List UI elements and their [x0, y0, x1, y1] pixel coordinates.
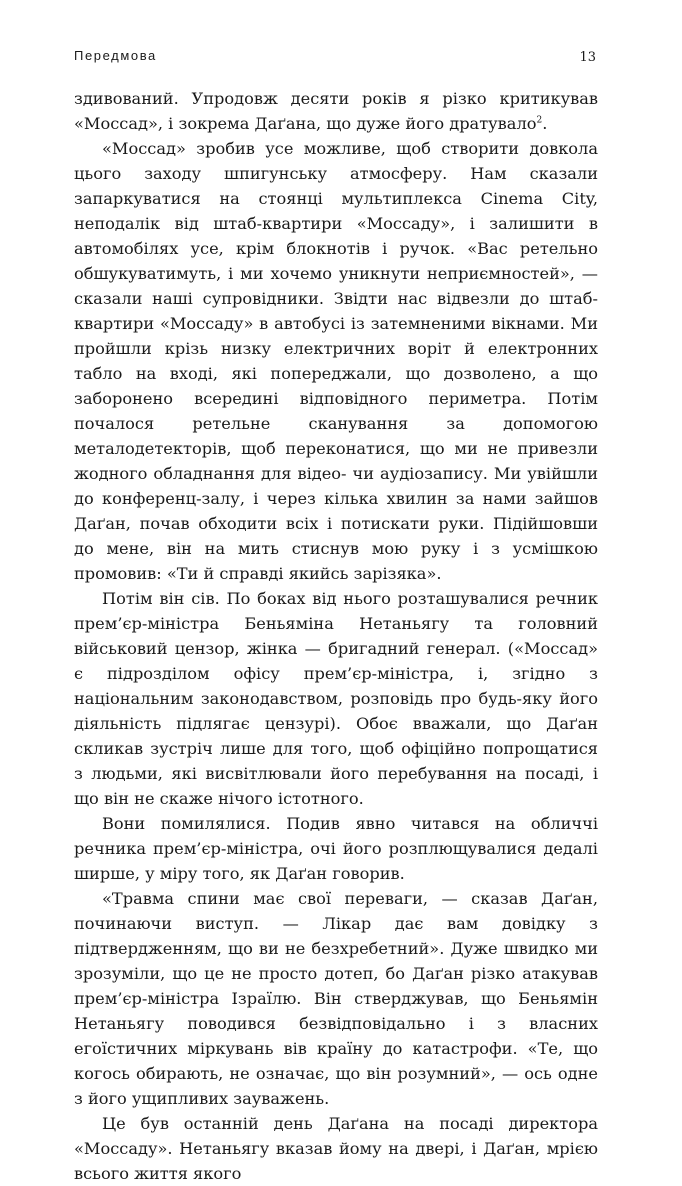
running-head: Передмова	[74, 48, 157, 63]
paragraph: «Травма спини має свої переваги, — сказав Даґан, починаючи виступ. — Лікар дає вам довідку з підтвердженням, що ви не безхребетний». Дуже швидко ми зрозуміли, що це не просто дотеп, бо Даґан різко атакував прем’єр-міністра Ізраїлю. Він стверджував, що Беньямін Нетаньягу поводився безвідповідально і з власних егоїстичних міркувань вів країну до катастрофи. «Те, що когось обирають, не означає, що він розумний», — ось одне з його ущипливих зауважень.	[74, 889, 598, 1108]
page-number: 13	[579, 50, 596, 65]
footnote-reference[interactable]: 2	[536, 115, 543, 126]
paragraph-tail: .	[542, 114, 548, 133]
paragraph: Потім він сів. По боках від нього розташувалися речник прем’єр-міністра Беньяміна Нетаньягу та головний військовий цензор, жінка — бригадний генерал. («Моссад» є підрозділом офісу прем’єр-міністра, і, згідно з національним законодавством, розповідь про будь-яку його діяльність підлягає цензурі). Обоє вважали, що Даґан скликав зустріч лише для того, щоб офіційно попрощатися з людьми, які висвітлювали його перебування на посаді, і що він не скаже нічого істотного.	[74, 589, 598, 808]
paragraph: «Моссад» зробив усе можливе, щоб створити довкола цього заходу шпигунську атмосферу. Нам сказали запаркуватися на стоянці мультиплекса Cinema City, неподалік від штаб-квартири «Моссаду», і залишити в автомобілях усе, крім блокнотів і ручок. «Вас ретельно обшукуватимуть, і ми хочемо уникнути неприємностей», — сказали наші супровідники. Звідти нас відвезли до штаб-квартири «Моссаду» в автобусі із затемненими вікнами. Ми пройшли крізь низку електричних воріт й електронних табло на вході, які попереджали, що дозволено, а що заборонено всередині відповідного периметра. Потім почалося ретельне сканування за допомогою металодетекторів, щоб переконатися, що ми не привезли жодного обладнання для відео- чи аудіозапису. Ми увійшли до конференц-залу, і через кілька хвилин за нами зайшов Даґан, почав обходити всіх і потискати руки. Підійшовши до мене, він на мить стиснув мою руку і з усмішкою промовив: «Ти й справді якийсь зарізяка».	[74, 139, 598, 583]
paragraph	[74, 86, 598, 136]
body-text	[74, 86, 598, 1186]
paragraph: Це був останній день Даґана на посаді директора «Моссаду». Нетаньягу вказав йому на двері, і Даґан, мрією всього життя якого	[74, 1114, 598, 1183]
paragraph-text: здивований. Упродовж десяти років я різко критикував «Моссад», і зокрема Даґана, що дуже його дратувало	[74, 89, 598, 133]
paragraph: Вони помилялися. Подив явно читався на обличчі речника прем’єр-міністра, очі його розплющувалися дедалі ширше, у міру того, як Даґан говорив.	[74, 814, 598, 883]
